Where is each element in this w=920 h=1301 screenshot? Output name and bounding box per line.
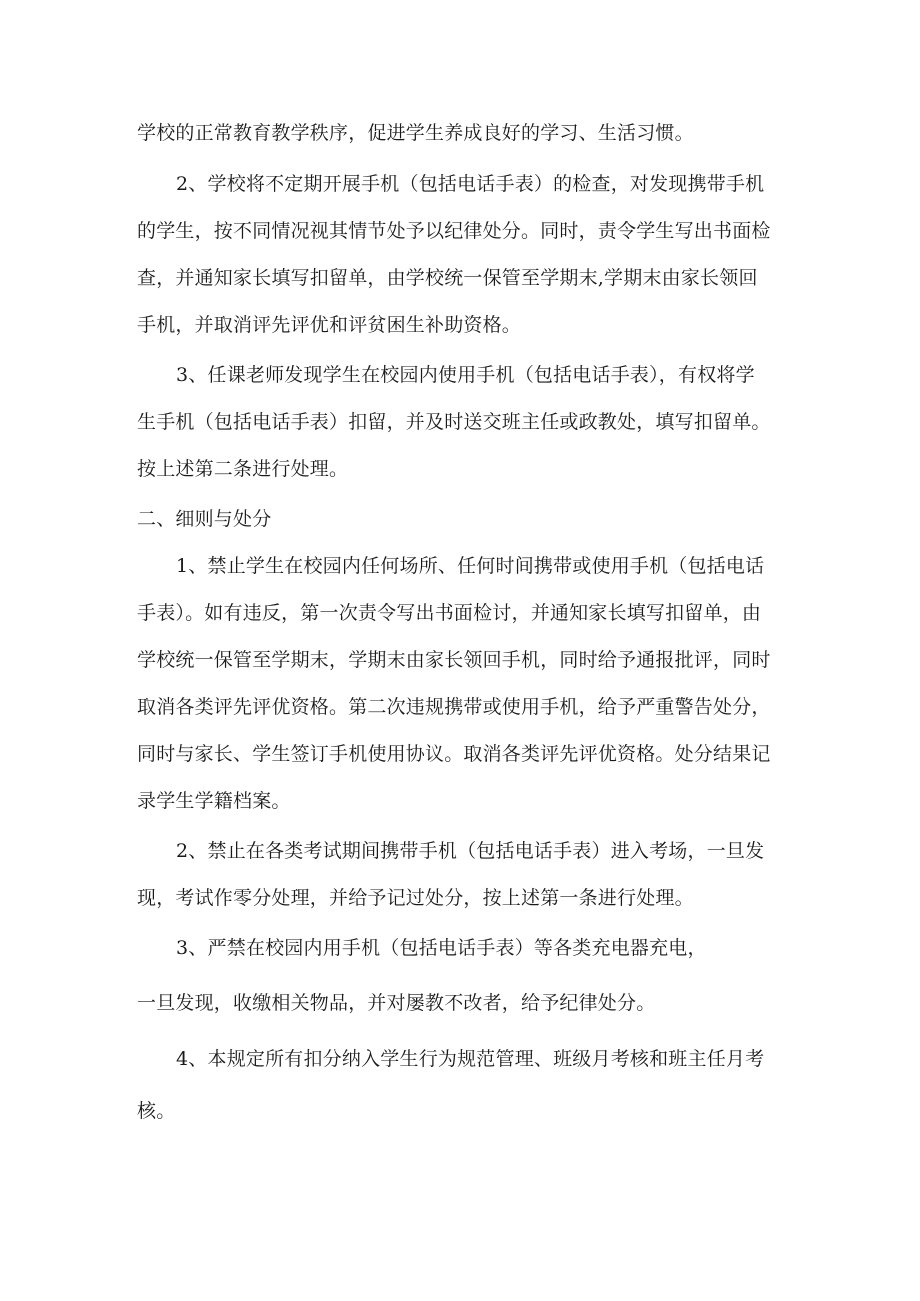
text-line: 学校的正常教育教学秩序，促进学生养成良好的学习、生活习惯。	[137, 122, 694, 144]
text-line: 手机，并取消评先评优和评贫困生补助资格。	[137, 314, 522, 336]
text-line: 4、本规定所有扣分纳入学生行为规范管理、班级月考核和班主任月考	[176, 1048, 765, 1070]
text-line: 1、禁止学生在校园内任何场所、任何时间携带或使用手机（包括电话	[176, 555, 765, 577]
text-line: 同时与家长、学生签订手机使用协议。取消各类评先评优资格。处分结果记	[137, 743, 771, 765]
text-line: 3、严禁在校园内用手机（包括电话手表）等各类充电器充电，	[176, 937, 707, 959]
text-line: 录学生学籍档案。	[137, 790, 291, 812]
text-line: 生手机（包括电话手表）扣留，并及时送交班主任或政教处，填写扣留单。	[137, 411, 771, 433]
text-line: 的学生，按不同情况视其情节处予以纪律处分。同时，责令学生写出书面检	[137, 220, 771, 242]
text-line: 手表）。如有违反，第一次责令写出书面检讨，并通知家长填写扣留单，由	[137, 602, 762, 624]
text-line: 查，并通知家长填写扣留单，由学校统一保管至学期末,学期末由家长领回	[137, 267, 758, 289]
text-line: 3、任课老师发现学生在校园内使用手机（包括电话手表），有权将学	[176, 364, 755, 386]
text-line: 学校统一保管至学期末，学期末由家长领回手机，同时给予通报批评，同时	[137, 649, 771, 671]
text-line: 现，考试作零分处理，并给予记过处分，按上述第一条进行处理。	[137, 887, 694, 909]
text-line: 按上述第二条进行处理。	[137, 458, 349, 480]
section-heading: 二、细则与处分	[137, 508, 272, 530]
text-line: 一旦发现，收缴相关物品，并对屡教不改者，给予纪律处分。	[137, 992, 656, 1014]
text-line: 2、禁止在各类考试期间携带手机（包括电话手表）进入考场，一旦发	[176, 840, 765, 862]
text-line: 2、学校将不定期开展手机（包括电话手表）的检查，对发现携带手机	[176, 173, 765, 195]
text-line: 核。	[137, 1100, 176, 1122]
text-line: 取消各类评先评优资格。第二次违规携带或使用手机，给予严重警告处分，	[137, 696, 771, 718]
